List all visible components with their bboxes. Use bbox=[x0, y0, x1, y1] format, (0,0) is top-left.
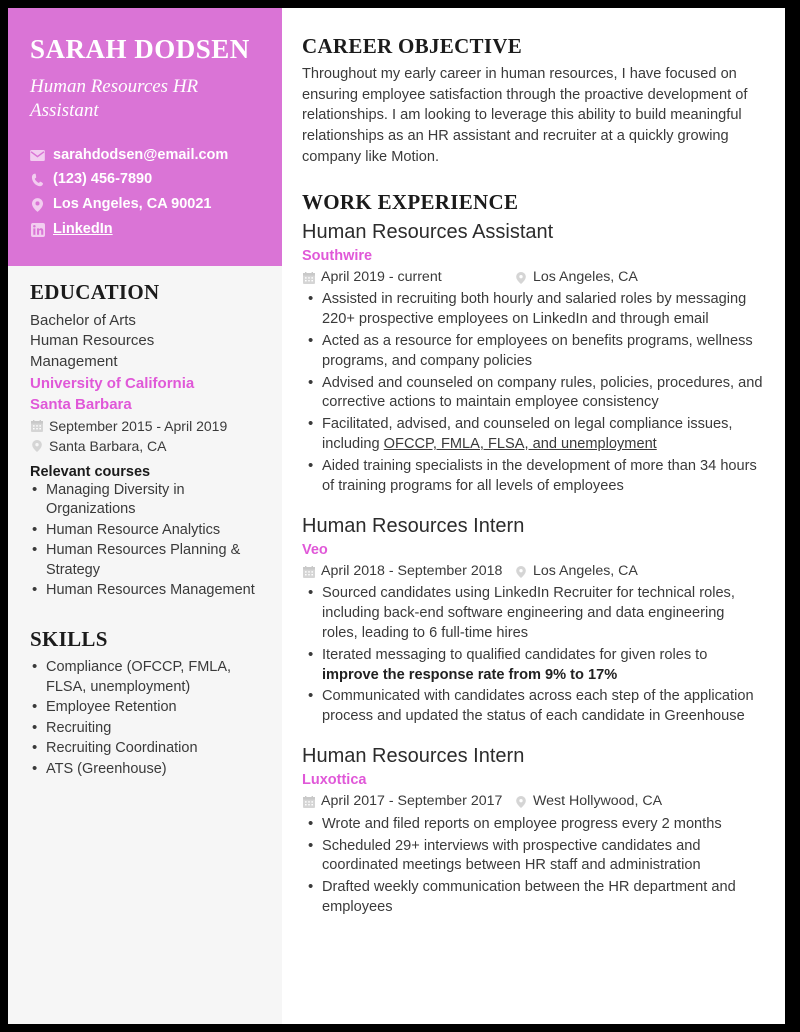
calendar-icon bbox=[30, 420, 43, 432]
job-date-group bbox=[302, 791, 514, 812]
list-item: • Compliance (OFCCP, FMLA, FLSA, unemployment) bbox=[30, 658, 260, 697]
job-location-group bbox=[514, 267, 638, 288]
candidate-title: Human Resources HR Assistant bbox=[30, 76, 199, 121]
linkedin-icon bbox=[30, 223, 45, 237]
education-field-line1: Human Resources bbox=[30, 332, 155, 350]
list-item: • Human Resources Planning & Strategy bbox=[30, 541, 260, 580]
bullet-underlined-text: OFCCP, FMLA, FLSA, and unemployment bbox=[383, 436, 657, 453]
relevant-courses-label: Relevant courses bbox=[30, 463, 151, 480]
list-item bbox=[302, 815, 763, 835]
bullet-text: Assisted in recruiting both hourly and salaried roles by messaging 220+ prospective employees on LinkedIn and through email bbox=[322, 291, 747, 328]
job-role: Human Resources Assistant bbox=[302, 220, 554, 243]
list-item bbox=[302, 290, 763, 330]
map-pin-icon bbox=[514, 566, 527, 578]
education-section bbox=[30, 280, 260, 601]
name-header-block bbox=[8, 8, 282, 266]
contact-list bbox=[30, 145, 260, 241]
list-item: • ATS (Greenhouse) bbox=[30, 760, 260, 780]
main-column bbox=[282, 8, 785, 1024]
education-location: Santa Barbara, CA bbox=[49, 438, 167, 455]
list-item: • Recruiting bbox=[30, 719, 260, 739]
education-field-line2: Management bbox=[30, 352, 118, 370]
calendar-icon bbox=[302, 272, 315, 284]
job-entry bbox=[302, 514, 763, 728]
education-dates: September 2015 - April 2019 bbox=[49, 417, 228, 434]
calendar-icon bbox=[302, 566, 315, 578]
list-item: • Human Resource Analytics bbox=[30, 521, 260, 541]
relevant-courses-list bbox=[30, 481, 260, 601]
job-dates: April 2017 - September 2017 bbox=[321, 793, 503, 810]
contact-linkedin[interactable] bbox=[30, 219, 260, 241]
job-location: Los Angeles, CA bbox=[533, 268, 638, 285]
career-objective-heading: CAREER OBJECTIVE bbox=[302, 34, 523, 58]
list-item: • Human Resources Management bbox=[30, 581, 260, 601]
bullet-text: Wrote and filed reports on employee progress every 2 months bbox=[322, 815, 722, 832]
bullet-text: Iterated messaging to qualified candidates for given roles to bbox=[322, 646, 708, 663]
education-heading: EDUCATION bbox=[30, 279, 160, 304]
bullet-text: Communicated with candidates across each step of the application process and updated the status of each candidate in Greenhouse bbox=[322, 688, 754, 725]
work-experience-section bbox=[302, 190, 763, 918]
map-pin-icon bbox=[30, 198, 45, 212]
phone-icon bbox=[30, 173, 45, 187]
candidate-name: SARAH DODSEN bbox=[30, 34, 250, 64]
job-location: Los Angeles, CA bbox=[533, 562, 638, 579]
contact-email bbox=[30, 145, 260, 167]
job-date-group bbox=[302, 267, 514, 288]
contact-phone bbox=[30, 169, 260, 191]
education-dates-row bbox=[30, 416, 260, 436]
bullet-text: Advised and counseled on company rules, policies, procedures, and corrective actions to maintain employee consistency bbox=[322, 374, 763, 411]
job-meta bbox=[302, 267, 763, 288]
contact-phone-text: (123) 456-7890 bbox=[53, 171, 153, 188]
job-company: Luxottica bbox=[302, 772, 367, 789]
job-company: Southwire bbox=[302, 247, 373, 264]
job-bullets bbox=[302, 584, 763, 727]
job-dates: April 2019 - current bbox=[321, 268, 442, 285]
bullet-text: Scheduled 29+ interviews with prospective candidates and coordinated meetings between HR staff and administration bbox=[322, 837, 701, 874]
skills-list bbox=[30, 658, 260, 779]
list-item: • Managing Diversity in Organizations bbox=[30, 481, 260, 520]
resume-page bbox=[8, 8, 785, 1024]
contact-linkedin-text[interactable]: LinkedIn bbox=[53, 220, 113, 237]
education-school-line1: University of California bbox=[30, 374, 195, 392]
job-location: West Hollywood, CA bbox=[533, 793, 663, 810]
sidebar-body bbox=[8, 266, 282, 801]
bullet-text: Drafted weekly communication between the HR department and employees bbox=[322, 879, 736, 916]
job-dates: April 2018 - September 2018 bbox=[321, 562, 503, 579]
bullet-bold-text: improve the response rate from 9% to 17% bbox=[322, 666, 618, 683]
map-pin-icon bbox=[514, 272, 527, 284]
job-meta bbox=[302, 561, 763, 582]
job-role: Human Resources Intern bbox=[302, 514, 525, 537]
contact-location bbox=[30, 194, 260, 216]
map-pin-icon bbox=[514, 796, 527, 808]
contact-location-text: Los Angeles, CA 90021 bbox=[53, 196, 212, 213]
list-item bbox=[302, 837, 763, 877]
list-item: • Employee Retention bbox=[30, 698, 260, 718]
education-degree: Bachelor of Arts bbox=[30, 311, 136, 329]
bullet-text: Facilitated, advised, and counseled on legal compliance issues, including bbox=[322, 416, 733, 453]
bullet-text: Sourced candidates using LinkedIn Recruiter for technical roles, including back-end software engineering and data engineering roles, leading to 6 full-time hires bbox=[322, 585, 735, 641]
job-location-group bbox=[514, 561, 638, 582]
sidebar bbox=[8, 8, 282, 1024]
skills-section bbox=[30, 627, 260, 779]
bullet-text: Aided training specialists in the development of more than 34 hours of training programs for all levels of employees bbox=[322, 457, 757, 494]
job-entry bbox=[302, 220, 763, 497]
job-meta bbox=[302, 791, 763, 812]
job-role: Human Resources Intern bbox=[302, 745, 525, 768]
calendar-icon bbox=[302, 796, 315, 808]
job-location-group bbox=[514, 791, 662, 812]
list-item bbox=[302, 457, 763, 497]
map-pin-icon bbox=[30, 440, 43, 452]
education-school-line2: Santa Barbara bbox=[30, 396, 132, 414]
list-item bbox=[302, 646, 763, 686]
bullet-text: Acted as a resource for employees on benefits programs, wellness programs, and company policies bbox=[322, 332, 753, 369]
education-location-row bbox=[30, 436, 260, 456]
list-item bbox=[302, 415, 763, 455]
job-date-group bbox=[302, 561, 514, 582]
envelope-icon bbox=[30, 150, 45, 161]
list-item bbox=[302, 332, 763, 372]
job-entry bbox=[302, 744, 763, 918]
job-bullets bbox=[302, 815, 763, 918]
career-objective-text: Throughout my early career in human resources, I have focused on ensuring employee satisfaction through the proactive development of relationships. I am looking to leverage this ability to build meaningful relationships as an HR assistant and recruiter at a quickly growing company like Motion. bbox=[302, 66, 748, 165]
skills-heading: SKILLS bbox=[30, 626, 108, 651]
job-company: Veo bbox=[302, 541, 328, 558]
job-bullets bbox=[302, 290, 763, 496]
work-experience-heading: WORK EXPERIENCE bbox=[302, 189, 519, 214]
list-item bbox=[302, 878, 763, 918]
list-item bbox=[302, 584, 763, 644]
list-item bbox=[302, 374, 763, 414]
list-item: • Recruiting Coordination bbox=[30, 739, 260, 759]
contact-email-text: sarahdodsen@email.com bbox=[53, 146, 229, 163]
career-objective-section bbox=[302, 34, 763, 168]
list-item bbox=[302, 687, 763, 727]
